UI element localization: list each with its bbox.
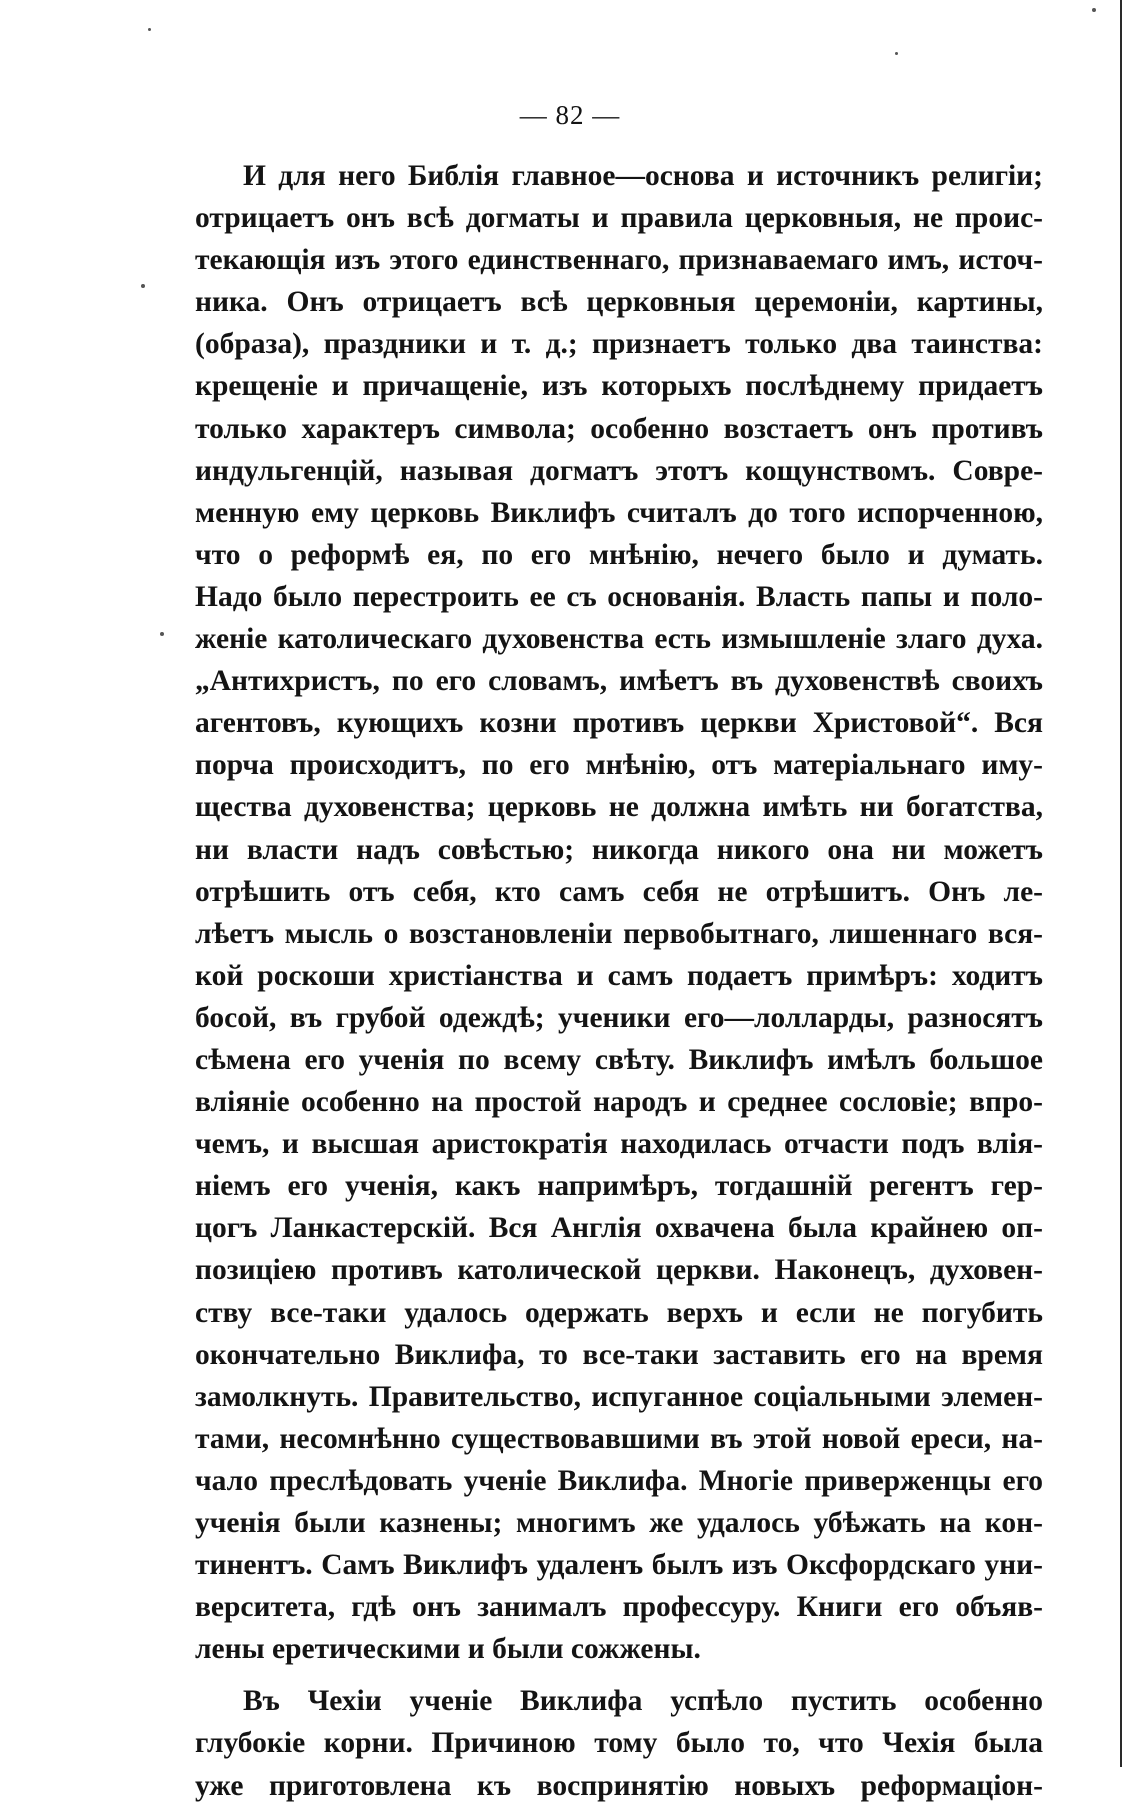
scan-speck xyxy=(141,284,145,288)
paragraph-gap xyxy=(195,1670,1043,1680)
text-line: только характеръ символа; особенно возстаетъ онъ противъ xyxy=(195,412,1043,445)
text-line: порча происходитъ, по его мнѣнію, отъ матеріальнаго иму- xyxy=(195,749,1043,782)
text-line: ника. Онъ отрицаетъ всѣ церковныя церемоніи, картины, xyxy=(195,286,1043,319)
text-line: „Антихристъ, по его словамъ, имѣетъ въ духовенствѣ своихъ xyxy=(195,665,1043,698)
paragraph-1 xyxy=(195,155,1043,1670)
text-line: тами, несомнѣнно существовавшими въ этой новой ереси, на- xyxy=(195,1422,1043,1455)
text-line: ству все-таки удалось одержать верхъ и если не погубить xyxy=(195,1296,1043,1329)
text-line: отрѣшить отъ себя, кто самъ себя не отрѣшитъ. Онъ ле- xyxy=(195,875,1043,908)
text-line: (образа), праздники и т. д.; признаетъ только два таинства: xyxy=(195,328,1043,361)
text-line: сѣмена его ученія по всему свѣту. Виклифъ имѣлъ большое xyxy=(195,1043,1043,1076)
text-line: замолкнуть. Правительство, испуганное соціальными элемен- xyxy=(195,1380,1043,1413)
paragraph-2 xyxy=(195,1680,1043,1806)
scan-speck xyxy=(160,632,164,636)
text-line: тинентъ. Самъ Виклифъ удаленъ былъ изъ Оксфордскаго уни- xyxy=(195,1549,1043,1582)
text-line: глубокіе корни. Причиною тому было то, что Чехія была xyxy=(195,1727,1043,1760)
body-text xyxy=(195,155,1043,1807)
text-line: лѣетъ мысль о возстановленіи первобытнаго, лишеннаго вся- xyxy=(195,917,1043,950)
text-line: Въ Чехіи ученіе Виклифа успѣло пустить особенно xyxy=(243,1685,1043,1718)
text-line: чало преслѣдовать ученіе Виклифа. Многіе приверженцы его xyxy=(195,1464,1043,1497)
text-line: ученія были казнены; многимъ же удалось убѣжать на кон- xyxy=(195,1507,1043,1539)
text-line: вліяніе особенно на простой народъ и среднее сословіе; впро- xyxy=(195,1086,1043,1119)
text-line: чемъ, и высшая аристократія находилась отчасти подъ влія- xyxy=(195,1128,1043,1161)
text-line: женіе католическаго духовенства есть измышленіе злаго духа. xyxy=(195,623,1043,656)
text-line: позиціею противъ католической церкви. Наконецъ, духовен- xyxy=(195,1254,1043,1287)
text-line: отрицаетъ онъ всѣ догматы и правила церковныя, не проис- xyxy=(195,202,1043,235)
text-line: ни власти надъ совѣстью; никогда никого она ни можетъ xyxy=(195,833,1043,866)
text-line: крещеніе и причащеніе, изъ которыхъ послѣднему придаетъ xyxy=(195,370,1043,403)
scan-speck xyxy=(148,28,151,31)
text-line: текающія изъ этого единственнаго, признаваемаго имъ, источ- xyxy=(195,244,1043,277)
text-line: Надо было перестроить ее съ основанія. Власть папы и поло- xyxy=(195,580,1043,613)
text-line: щества духовенства; церковь не должна имѣть ни богатства, xyxy=(195,791,1043,824)
text-line: агентовъ, кующихъ козни противъ церкви Христовой“. Вся xyxy=(195,707,1043,740)
text-line: менную ему церковь Виклифъ считалъ до того испорченною, xyxy=(195,496,1043,529)
scan-speck xyxy=(895,52,898,55)
text-line: верситета, гдѣ онъ занималъ профессуру. Книги его объяв- xyxy=(195,1591,1043,1624)
text-line: что о реформѣ ея, по его мнѣнію, нечего было и думать. xyxy=(195,538,1043,571)
text-line: И для него Библія главное—основа и источникъ религіи; xyxy=(243,160,1043,192)
text-line: окончательно Виклифа, то все-таки заставить его на время xyxy=(195,1338,1043,1371)
page-number: — 82 — xyxy=(519,100,621,130)
text-line: ніемъ его ученія, какъ напримѣръ, тогдашній регентъ гер- xyxy=(195,1170,1043,1203)
text-line: цогъ Ланкастерскій. Вся Англія охвачена была крайнею оп- xyxy=(195,1212,1043,1245)
text-line: лены еретическими и были сожжены. xyxy=(195,1633,701,1666)
text-line: босой, въ грубой одеждѣ; ученики его—лолларды, разносятъ xyxy=(195,1001,1043,1034)
page-edge-line xyxy=(1120,0,1122,1767)
text-line: уже приготовлена къ воспринятію новыхъ реформаціон- xyxy=(195,1769,1043,1802)
text-line: кой роскоши христіанства и самъ подаетъ примѣръ: ходитъ xyxy=(195,959,1043,992)
scan-speck xyxy=(1092,8,1096,12)
text-line: индульгенцій, называя догматъ этотъ кощунствомъ. Совре- xyxy=(195,454,1043,487)
